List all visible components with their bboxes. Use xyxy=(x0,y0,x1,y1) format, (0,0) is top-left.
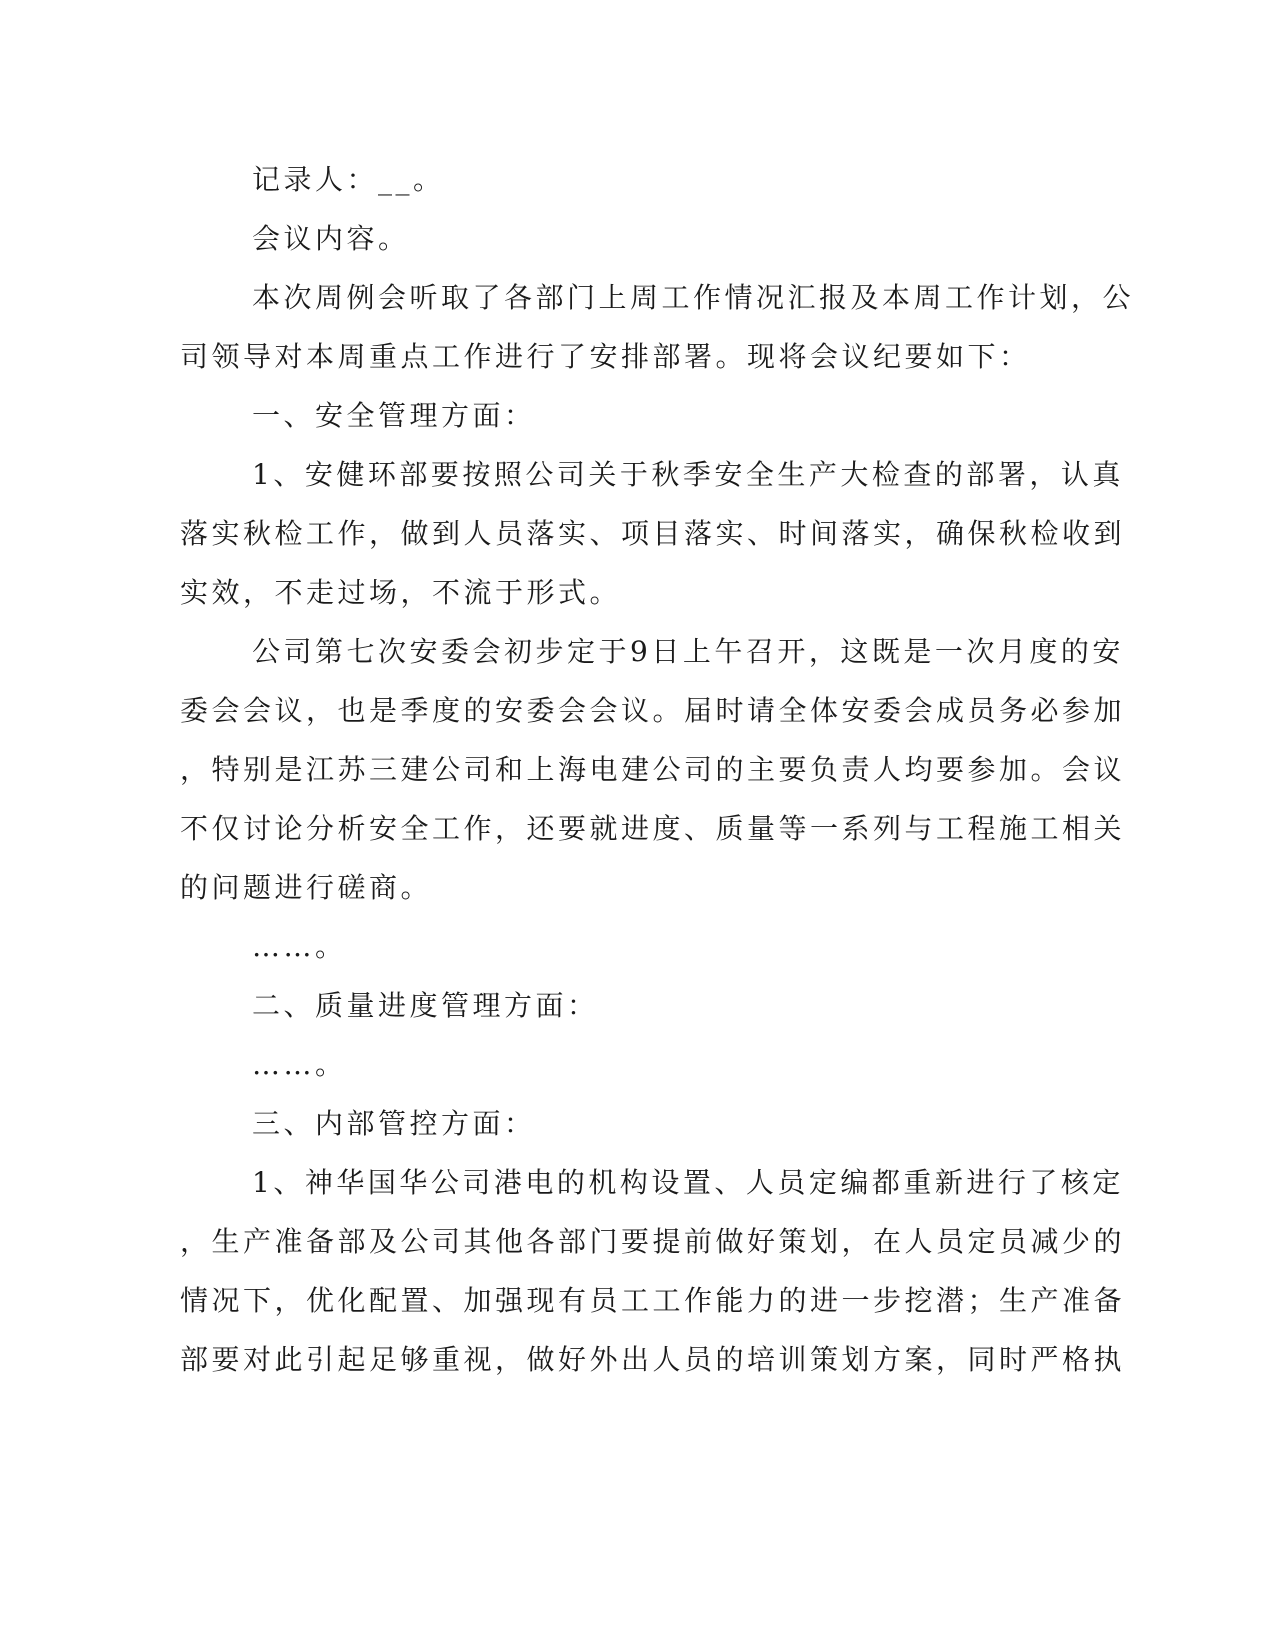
internal-item-1-line-3: 情况下，优化配置、加强现有员工工作能力的进一步挖潜；生产准备 xyxy=(180,1284,1126,1317)
internal-item-1-line-4: 部要对此引起足够重视，做好外出人员的培训策划方案，同时严格执 xyxy=(180,1343,1126,1376)
ellipsis-line-2: ……。 xyxy=(252,1048,347,1081)
safety-item-1-line-1: 1、安健环部要按照公司关于秋季安全生产大检查的部署，认真 xyxy=(252,458,1124,491)
ellipsis-line-1: ……。 xyxy=(252,930,347,963)
safety-item-1-line-2: 落实秋检工作，做到人员落实、项目落实、时间落实，确保秋检收到 xyxy=(180,517,1126,550)
safety-committee-line-1: 公司第七次安委会初步定于9日上午召开，这既是一次月度的安 xyxy=(252,635,1124,668)
section-heading-internal-control: 三、内部管控方面： xyxy=(252,1107,536,1140)
section-heading-quality: 二、质量进度管理方面： xyxy=(252,989,599,1022)
section-heading-safety: 一、安全管理方面： xyxy=(252,399,536,432)
internal-item-1-line-2: ，生产准备部及公司其他各部门要提前做好策划，在人员定员减少的 xyxy=(180,1225,1126,1258)
safety-committee-line-3: ，特别是江苏三建公司和上海电建公司的主要负责人均要参加。会议 xyxy=(180,753,1126,786)
safety-item-1-line-3: 实效，不走过场，不流于形式。 xyxy=(180,576,622,609)
meeting-content-heading: 会议内容。 xyxy=(252,222,410,255)
safety-committee-line-2: 委会会议，也是季度的安委会会议。届时请全体安委会成员务必参加 xyxy=(180,694,1126,727)
summary-paragraph-line-2: 司领导对本周重点工作进行了安排部署。现将会议纪要如下： xyxy=(180,340,1031,373)
summary-paragraph-line-1: 本次周例会听取了各部门上周工作情况汇报及本周工作计划，公 xyxy=(252,281,1135,314)
recorder-line: 记录人：__。 xyxy=(252,163,445,196)
safety-committee-line-5: 的问题进行磋商。 xyxy=(180,871,433,904)
safety-committee-line-4: 不仅讨论分析安全工作，还要就进度、质量等一系列与工程施工相关 xyxy=(180,812,1126,845)
internal-item-1-line-1: 1、神华国华公司港电的机构设置、人员定编都重新进行了核定 xyxy=(252,1166,1124,1199)
